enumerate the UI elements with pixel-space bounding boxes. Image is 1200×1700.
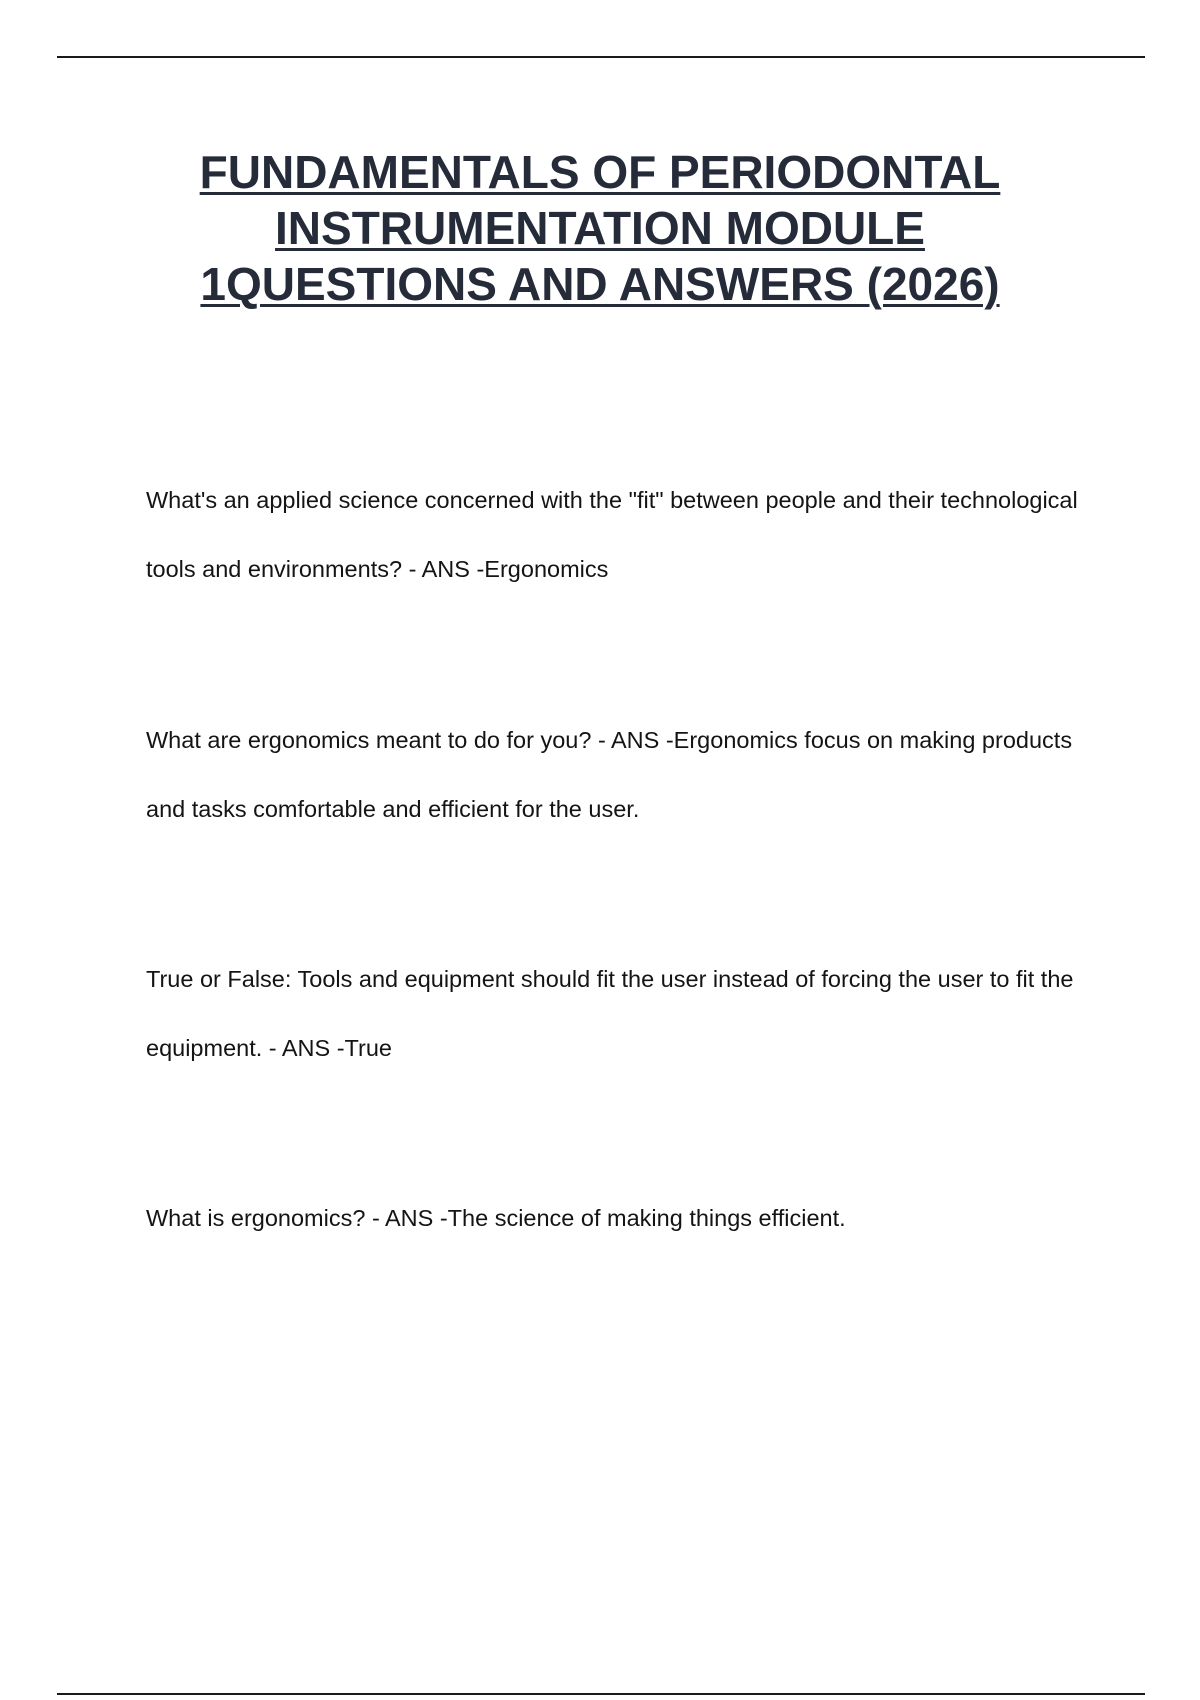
title-line-1: FUNDAMENTALS OF PERIODONTAL	[199, 146, 1001, 198]
qa-item: What are ergonomics meant to do for you? - ANS -Ergonomics focus on making products and tasks comfortable and efficient for the user.	[146, 727, 1073, 822]
title-line-3: 1QUESTIONS AND ANSWERS (2026)	[200, 258, 1000, 310]
qa-item: What is ergonomics? - ANS -The science of making things efficient.	[146, 1205, 846, 1231]
title-line-2: INSTRUMENTATION MODULE	[275, 202, 925, 254]
qa-item: What's an applied science concerned with the "fit" between people and their technological tools and environments? - ANS -Ergonomics	[146, 487, 1078, 582]
qa-item: True or False: Tools and equipment should fit the user instead of forcing the user to fit the equipment. - ANS -True	[146, 966, 1074, 1061]
bottom-divider	[57, 1693, 1145, 1695]
